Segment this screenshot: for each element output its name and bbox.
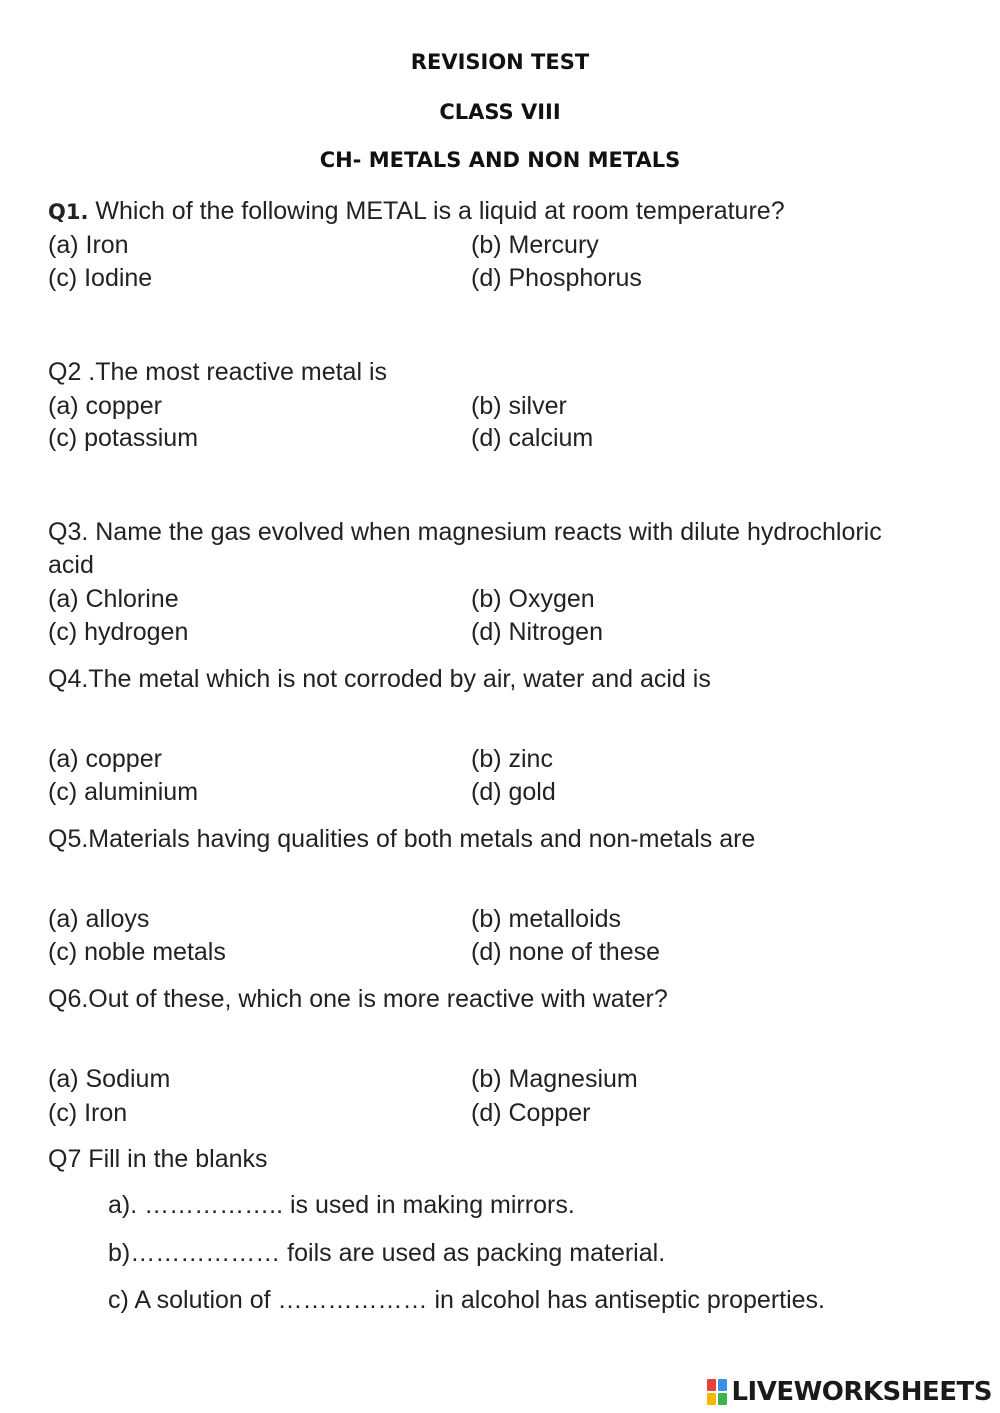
- q5-option-b: (b) metalloids: [471, 905, 622, 933]
- q4-option-c: (c) aluminium: [48, 778, 199, 806]
- liveworksheets-logo: [707, 1377, 992, 1407]
- logo-square-4: [718, 1393, 727, 1405]
- question-7: Q7 Fill in the blanks: [48, 1145, 268, 1173]
- fill-blank-b: b)……………… foils are used as packing material.: [108, 1239, 666, 1267]
- question-5: Q5.Materials having qualities of both metals and non-metals are: [48, 825, 756, 853]
- q5-option-d: (d) none of these: [471, 938, 661, 966]
- q1-option-d: (d) Phosphorus: [471, 264, 642, 292]
- q3-option-a: (a) Chlorine: [48, 585, 179, 613]
- logo-square-2: [718, 1379, 727, 1391]
- logo-text: LIVEWORKSHEETS: [731, 1377, 992, 1407]
- q6-option-b: (b) Magnesium: [471, 1065, 638, 1093]
- fill-blank-c: c) A solution of ……………… in alcohol has antiseptic properties.: [108, 1286, 825, 1314]
- q4-option-a: (a) copper: [48, 745, 162, 773]
- q3-option-b: (b) Oxygen: [471, 585, 595, 613]
- logo-square-1: [707, 1379, 716, 1391]
- q2-option-c: (c) potassium: [48, 424, 199, 452]
- fill-blank-a: a). …………….. is used in making mirrors.: [108, 1191, 575, 1219]
- question-6: Q6.Out of these, which one is more reactive with water?: [48, 985, 668, 1013]
- q6-option-c: (c) Iron: [48, 1099, 128, 1127]
- question-4: Q4.The metal which is not corroded by air, water and acid is: [48, 665, 711, 693]
- q2-option-a: (a) copper: [48, 392, 162, 420]
- q6-option-a: (a) Sodium: [48, 1065, 171, 1093]
- q6-option-d: (d) Copper: [471, 1099, 591, 1127]
- class-label: CLASS VIII: [439, 100, 561, 124]
- test-title: REVISION TEST: [410, 50, 590, 74]
- q5-option-c: (c) noble metals: [48, 938, 226, 966]
- question-3-line-2: acid: [48, 551, 94, 579]
- q1-option-b: (b) Mercury: [471, 231, 599, 259]
- q2-option-d: (d) calcium: [471, 424, 594, 452]
- q5-option-a: (a) alloys: [48, 905, 150, 933]
- q3-option-d: (d) Nitrogen: [471, 618, 603, 646]
- question-1-text: Which of the following METAL is a liquid at room temperature?: [88, 197, 785, 225]
- logo-grid-icon: [707, 1379, 727, 1405]
- question-1-number: Q1.: [48, 200, 89, 224]
- logo-square-3: [707, 1393, 716, 1405]
- q1-option-c: (c) Iodine: [48, 264, 153, 292]
- q4-option-d: (d) gold: [471, 778, 556, 806]
- q1-option-a: (a) Iron: [48, 231, 129, 259]
- question-3-line-1: Q3. Name the gas evolved when magnesium reacts with dilute hydrochloric: [48, 518, 882, 546]
- q3-option-c: (c) hydrogen: [48, 618, 189, 646]
- q4-option-b: (b) zinc: [471, 745, 553, 773]
- q2-option-b: (b) silver: [471, 392, 567, 420]
- chapter-title: CH- METALS AND NON METALS: [319, 148, 681, 172]
- question-2: Q2 .The most reactive metal is: [48, 358, 388, 386]
- question-1: [48, 196, 785, 227]
